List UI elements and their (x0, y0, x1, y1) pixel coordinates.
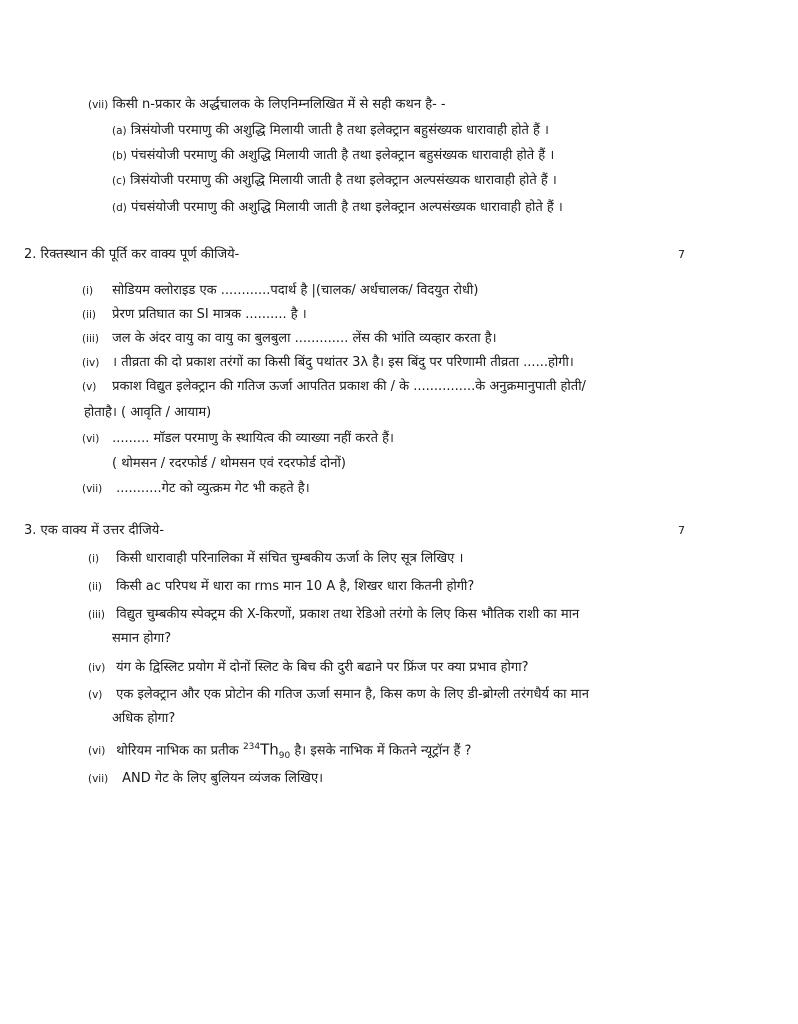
q3-item-v-continued (112, 710, 175, 728)
q2-item-ii-number: (ii) (82, 309, 97, 321)
q2-item-v-continued (84, 404, 211, 422)
q3-item-v (88, 686, 589, 704)
q3-title: 3. एक वाक्य में उत्तर दीजिये- (24, 523, 165, 538)
q2-item-v (82, 378, 586, 396)
q2-item-i-number: (i) (82, 285, 94, 297)
q1-vii-text: किसी n-प्रकार के अर्द्धचालक के लिएनिम्नलिखित में से सही कथन है- - (112, 97, 446, 112)
q2-item-vii-number: (vii) (82, 483, 103, 495)
q3-item-vi-text-after: है। इसके नाभिक में कितने न्यूट्रॉन हैं ? (290, 743, 472, 759)
q2-item-vi-number: (vi) (82, 433, 100, 445)
q3-item-i-text: किसी धारावाही परिनालिका में संचित चुम्बकीय ऊर्जा के लिए सूत्र लिखिए । (116, 551, 464, 566)
q1-option-a (112, 122, 549, 140)
q2-item-vi (82, 430, 394, 448)
q1-option-a-text: त्रिसंयोजी परमाणु की अशुद्धि मिलायी जाती है तथा इलेक्ट्रान बहुसंख्यक धारावाही होते हैं । (130, 123, 549, 138)
q3-marks: 7 (678, 524, 685, 537)
q3-item-vi-text-before: थोरियम नाभिक का प्रतीक (116, 743, 239, 759)
q2-item-iii-text: जल के अंदर वायु का वायु का बुलबुला ............. लेंस की भांति व्यव्हार करता है। (112, 331, 497, 346)
q3-item-v-continued-text: अधिक होगा? (112, 711, 176, 726)
thorium-atomic-number: 90 (278, 750, 291, 761)
q2-item-iii (82, 330, 497, 348)
q3-item-iii-number: (iii) (88, 609, 105, 621)
q3-item-vii-number: (vii) (88, 773, 109, 785)
q2-marks: 7 (678, 248, 685, 261)
q1-vii-stem (88, 96, 446, 114)
q3-item-iii-continued-text: समान होगा? (112, 631, 172, 646)
q2-item-v-text: प्रकाश विद्युत इलेक्ट्रान की गतिज ऊर्जा आपतित प्रकाश की / के ...............के अनुक्रमानुपाती होती/ (112, 379, 586, 394)
q1-option-d (112, 199, 563, 217)
q1-option-a-number: (a) (112, 125, 127, 137)
q3-item-ii (88, 578, 474, 596)
q2-item-vi-options-text: ( थोमसन / रदरफोर्ड / थोमसन एवं रदरफोर्ड दोनों) (112, 456, 346, 471)
q2-item-i-text: सोडियम क्लोराइड एक ............पदार्थ है |(चालक/ अर्धचालक/ विदयुत रोधी) (112, 283, 479, 298)
q3-item-iv (88, 659, 528, 677)
q3-item-i-number: (i) (88, 553, 100, 565)
q2-item-iv-number: (iv) (82, 357, 100, 369)
q1-option-b-number: (b) (112, 150, 127, 162)
q3-item-iv-number: (iv) (88, 662, 106, 674)
q3-item-v-text: एक इलेक्ट्रान और एक प्रोटोन की गतिज ऊर्जा समान है, किस कण के लिए डी-ब्रोग्ली तरंगधैर्य का मान (116, 687, 589, 702)
q2-item-vi-text: ......... मॉडल परमाणु के स्थायित्व की व्याख्या नहीं करते हैं। (112, 431, 394, 446)
q3-item-iii-continued (112, 630, 171, 648)
thorium-symbol: Th (260, 740, 279, 759)
q2-item-iv-text: । तीव्रता की दो प्रकाश तरंगों का किसी बिंदु पथांतर 3λ है। इस बिंदु पर परिणामी तीव्रता ......होगी। (112, 355, 574, 370)
q2-item-v-continued-text: होताहै। ( आवृति / आयाम) (84, 405, 212, 420)
q3-item-v-number: (v) (88, 689, 103, 701)
q3-item-vii (88, 770, 323, 788)
q2-item-iii-number: (iii) (82, 333, 99, 345)
q1-option-b-text: पंचसंयोजी परमाणु की अशुद्धि मिलायी जाती है तथा इलेक्ट्रान बहुसंख्यक धारावाही होते हैं । (131, 148, 555, 163)
q3-item-i (88, 550, 463, 568)
q3-item-vi (88, 738, 471, 765)
thorium-mass-number: 234 (242, 742, 261, 752)
q3-item-iii (88, 606, 579, 624)
q2-item-v-number: (v) (82, 381, 97, 393)
q2-item-vii-text: ...........गेट को व्युत्क्रम गेट भी कहते है। (116, 481, 310, 496)
q2-item-ii-text: प्रेरण प्रतिघात का SI मात्रक .......... है । (112, 307, 307, 322)
q1-option-c-number: (c) (112, 175, 126, 187)
q2-item-i (82, 282, 478, 300)
q1-option-b (112, 147, 554, 165)
q2-item-ii (82, 306, 307, 324)
q1-option-c (112, 172, 557, 190)
q3-item-vii-text: AND गेट के लिए बुलियन व्यंजक लिखिए। (122, 771, 324, 786)
q3-item-ii-text: किसी ac परिपथ में धारा का rms मान 10 A है, शिखर धारा कितनी होगी? (116, 579, 475, 594)
q1-option-c-text: त्रिसंयोजी परमाणु की अशुद्धि मिलायी जाती है तथा इलेक्ट्रान अल्पसंख्यक धारावाही होते हैं । (130, 173, 557, 188)
q3-item-vi-number: (vi) (88, 745, 106, 758)
q3-item-ii-number: (ii) (88, 581, 103, 593)
q2-item-vii (82, 480, 310, 498)
q2-item-vi-options (112, 455, 346, 473)
q1-vii-number: (vii) (88, 99, 109, 111)
q1-option-d-number: (d) (112, 202, 127, 214)
q2-title: 2. रिक्तस्थान की पूर्ति कर वाक्य पूर्ण कीजिये- (24, 247, 240, 262)
q3-item-iii-text: विद्युत चुम्बकीय स्पेक्ट्रम की X-किरणों, प्रकाश तथा रेडिओ तरंगो के लिए किस भौतिक राशी का मान (116, 607, 580, 622)
q3-item-iv-text: यंग के द्विस्लिट प्रयोग में दोनों स्लिट के बिच की दुरी बढाने पर फ्रिंज पर क्या प्रभाव होगा? (116, 660, 529, 675)
q1-option-d-text: पंचसंयोजी परमाणु की अशुद्धि मिलायी जाती है तथा इलेक्ट्रान अल्पसंख्यक धारावाही होते हैं । (131, 200, 563, 215)
q2-item-iv (82, 354, 574, 372)
